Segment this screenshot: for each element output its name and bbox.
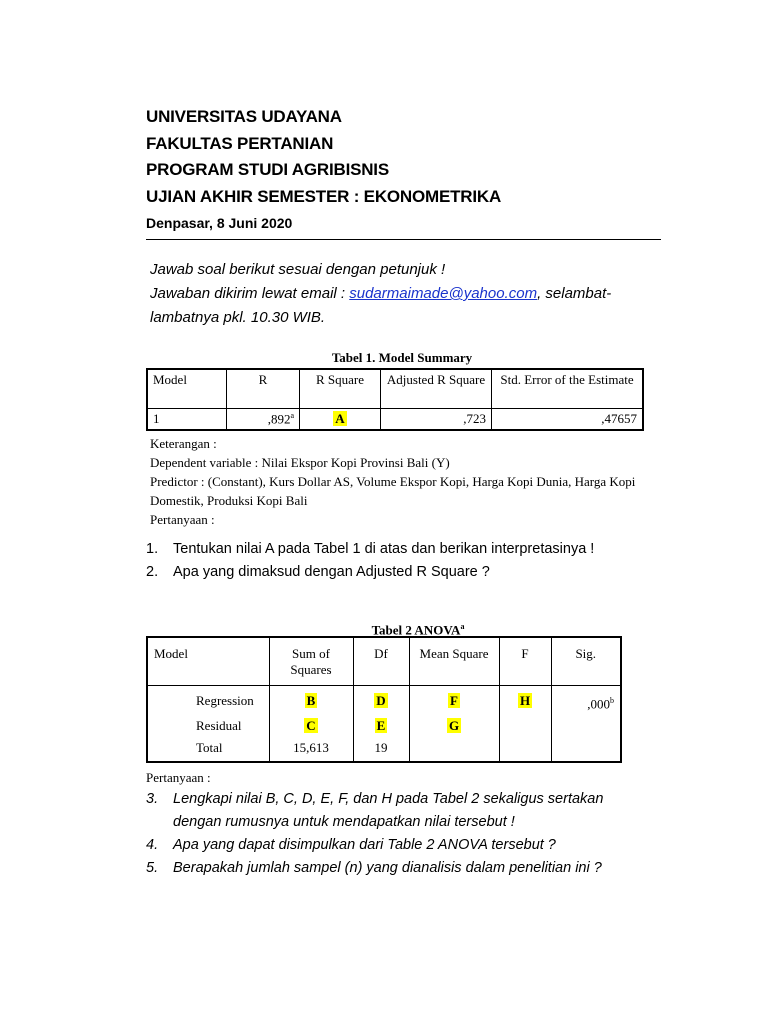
question-number: 4. (146, 837, 159, 853)
table-header-row (147, 637, 621, 685)
question-number: 3. (146, 791, 159, 807)
model-summary-table (146, 368, 644, 431)
table-row (147, 737, 621, 762)
r-footnote: a (290, 411, 294, 420)
question-text: Apa yang dapat disimpulkan dari Table 2 ANOVA tersebut ? (173, 837, 556, 853)
exam-title: UJIAN AKHIR SEMESTER : EKONOMETRIKA (146, 186, 502, 206)
model-cell: 1 (147, 409, 227, 431)
list-item (146, 834, 653, 857)
question-number: 5. (146, 860, 159, 876)
df-cell (353, 685, 409, 715)
header-divider (146, 239, 661, 240)
sum-of-squares-cell (269, 715, 353, 737)
list-item (146, 857, 653, 880)
header-cell: Std. Error of the Estimate (492, 369, 644, 409)
university-name: UNIVERSITAS UDAYANA (146, 107, 342, 126)
question-text: Lengkapi nilai B, C, D, E, F, dan H pada Tabel 2 sekaligus sertakan dengan rumusnya untuk mendapatkan nilai tersebut ! (173, 791, 604, 830)
table1-notes (150, 434, 670, 529)
r-cell (227, 409, 300, 431)
header-cell: Adjusted R Square (381, 369, 492, 409)
exam-date: Denpasar, 8 Juni 2020 (146, 215, 293, 231)
header-cell: F (499, 637, 551, 685)
sig-cell (551, 737, 621, 762)
df-cell (353, 715, 409, 737)
df-cell: 19 (353, 737, 409, 762)
blank-h: H (519, 692, 531, 708)
table-row (147, 715, 621, 737)
table-header-row (147, 369, 643, 409)
table-row (147, 685, 621, 715)
faculty-name: FAKULTAS PERTANIAN (146, 133, 334, 153)
instruction-line-1: Jawab soal berikut sesuai dengan petunjuk ! (150, 261, 446, 278)
question-list-1 (146, 538, 653, 584)
document-header (146, 104, 661, 233)
table2-caption-text: Tabel 2 ANOVA (371, 622, 461, 638)
question-text: Berapakah jumlah sampel (n) yang dianalisis dalam penelitian ini ? (173, 860, 602, 876)
header-cell: Sum of Squares (269, 637, 353, 685)
blank-f: F (450, 692, 458, 708)
question-number: 2. (146, 564, 159, 580)
header-cell: Sig. (551, 637, 621, 685)
table2-caption-footnote: a (460, 622, 465, 631)
r-square-cell (300, 409, 381, 431)
question-text: Tentukan nilai A pada Tabel 1 di atas dan berikan interpretasinya ! (173, 541, 595, 557)
instruction-line-2 (150, 282, 670, 330)
blank-e: E (376, 717, 386, 733)
blank-d: D (376, 692, 386, 708)
header-cell: Model (147, 637, 269, 685)
sum-of-squares-cell: 15,613 (269, 737, 353, 762)
r-value: ,892 (267, 411, 291, 427)
list-item (146, 538, 653, 561)
sig-footnote: b (610, 695, 614, 705)
list-item (146, 561, 653, 584)
row-label: Regression (147, 685, 269, 715)
question-number: 1. (146, 541, 159, 557)
row-label: Residual (147, 715, 269, 737)
predictor-variables: Predictor : (Constant), Kurs Dollar AS, Volume Ekspor Kopi, Harga Kopi Dunia, Harga Kopi Domestik, Produksi Kopi Bali (150, 474, 636, 508)
dependent-variable: Dependent variable : Nilai Ekspor Kopi Provinsi Bali (Y) (150, 455, 450, 470)
questions-label-2: Pertanyaan : (146, 770, 211, 785)
header-cell: Model (147, 369, 227, 409)
sig-cell (551, 685, 621, 715)
header-cell: R Square (300, 369, 381, 409)
study-program: PROGRAM STUDI AGRIBISNIS (146, 160, 389, 179)
adjusted-r-square-cell: ,723 (381, 409, 492, 431)
header-cell: R (227, 369, 300, 409)
instructions (150, 258, 670, 330)
blank-c: C (306, 717, 316, 733)
f-cell (499, 737, 551, 762)
anova-table (146, 636, 622, 763)
mean-square-cell (409, 737, 499, 762)
r-square-blank: A (335, 411, 345, 426)
header-cell: Mean Square (409, 637, 499, 685)
row-label: Total (147, 737, 269, 762)
email-link[interactable]: sudarmaimade@yahoo.com (349, 285, 538, 302)
header-cell: Df (353, 637, 409, 685)
blank-b: B (306, 692, 316, 708)
mean-square-cell (409, 715, 499, 737)
std-error-cell: ,47657 (492, 409, 644, 431)
f-cell (499, 715, 551, 737)
sig-value: ,000 (587, 695, 610, 711)
instruction-prefix: Jawaban dikirim lewat email : (150, 285, 350, 302)
questions-label: Pertanyaan : (150, 512, 215, 527)
list-item (146, 788, 653, 834)
mean-square-cell (409, 685, 499, 715)
blank-g: G (448, 717, 460, 733)
instruction-suffix: , selambat-lambatnya pkl. 10.30 WIB. (150, 285, 612, 326)
question-text: Apa yang dimaksud dengan Adjusted R Square ? (173, 564, 490, 580)
question-list-2 (146, 788, 653, 880)
sig-cell (551, 715, 621, 737)
sum-of-squares-cell (269, 685, 353, 715)
table1-caption: Tabel 1. Model Summary (331, 350, 473, 365)
f-cell (499, 685, 551, 715)
table-row (147, 409, 643, 431)
notes-label: Keterangan : (150, 436, 217, 451)
